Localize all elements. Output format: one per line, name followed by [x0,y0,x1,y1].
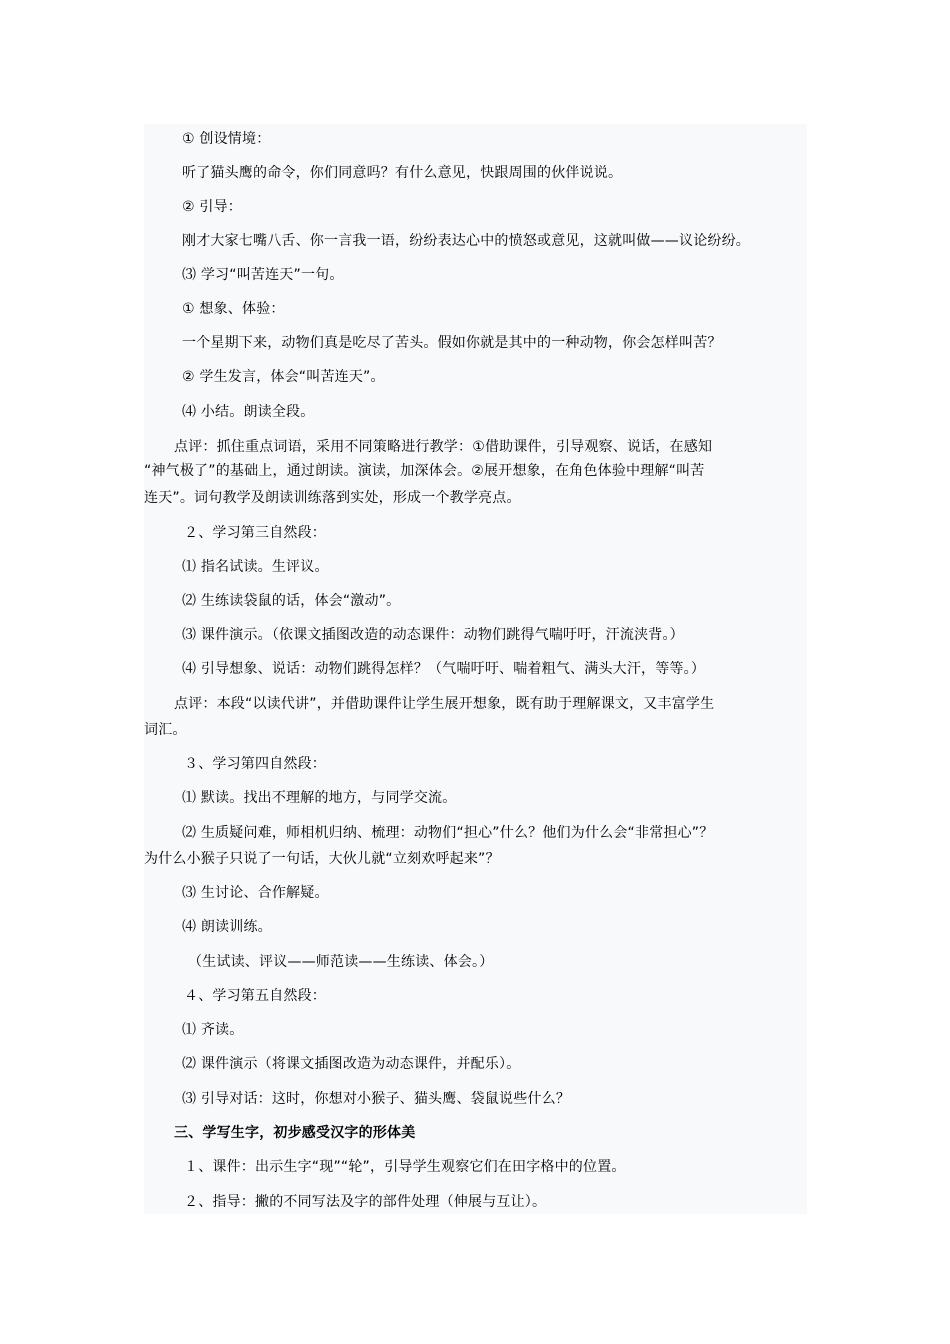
text-line: ２、学习第三自然段： [184,525,326,541]
text-line: ① 想象、体验： [182,301,285,317]
text-line: 连天”。词句教学及朗读训练落到实处，形成一个教学亮点。 [144,490,521,506]
text-line: ⑷ 小结。朗读全段。 [182,404,315,420]
text-line: “神气极了”的基础上，通过朗读。演读，加深体会。②展开想象，在角色体验中理解“叫苦 [144,463,705,479]
text-line: ⑵ 课件演示（将课文插图改造为动态课件，并配乐）。 [182,1056,521,1072]
text-line: ３、学习第四自然段： [184,756,326,772]
document-content-block [144,124,807,1214]
text-line: １、课件：出示生字“现”“轮”，引导学生观察它们在田字格中的位置。 [184,1159,626,1175]
text-line: 听了猫头鹰的命令，你们同意吗？有什么意见，快跟周围的伙伴说说。 [182,165,623,181]
text-line: ⑶ 引导对话：这时，你想对小猴子、猫头鹰、袋鼠说些什么？ [182,1091,571,1107]
text-line: ⑶ 生讨论、合作解疑。 [182,885,329,901]
text-line: ② 引导： [182,199,243,215]
text-line: ⑴ 齐读。 [182,1022,244,1038]
section-heading: 三、学写生字，初步感受汉字的形体美 [174,1125,416,1141]
text-line: ⑶ 课件演示。（依课文插图改造的动态课件：动物们跳得气喘吁吁，汗流浃背。） [182,627,684,643]
text-line: ⑵ 生练读袋鼠的话，体会“激动”。 [182,593,401,609]
text-line: 点评：本段“以读代讲”，并借助课件让学生展开想象，既有助于理解课文，又丰富学生 [174,696,715,712]
text-line: ⑴ 指名试读。生评议。 [182,559,329,575]
text-line: ⑴ 默读。找出不理解的地方，与同学交流。 [182,790,457,806]
text-line: ② 学生发言，体会“叫苦连天”。 [182,369,385,385]
text-line: ⑷ 朗读训练。 [182,919,272,935]
text-line: 词汇。 [144,722,187,738]
text-line: 一个星期下来，动物们真是吃尽了苦头。假如你就是其中的一种动物，你会怎样叫苦？ [182,335,722,351]
text-line: ⑵ 生质疑问难，师相机归纳、梳理：动物们“担心”什么？他们为什么会“非常担心”？ [182,825,714,841]
text-line: ２、指导：撇的不同写法及字的部件处理（伸展与互让）。 [184,1194,547,1210]
text-line: ① 创设情境： [182,131,271,147]
text-line: ⑷ 引导想象、说话：动物们跳得怎样？（气喘吁吁、喘着粗气、满头大汗，等等。） [182,661,706,677]
text-line: 为什么小猴子只说了一句话，大伙儿就“立刻欢呼起来”？ [144,851,500,867]
text-line: 刚才大家七嘴八舌、你一言我一语，纷纷表达心中的愤怒或意见，这就叫做——议论纷纷。 [182,233,750,249]
text-line: 点评：抓住重点词语，采用不同策略进行教学：①借助课件，引导观察、说话，在感知 [174,439,713,455]
text-line: ⑶ 学习“叫苦连天”一句。 [182,267,344,283]
text-line: （生试读、评议——师范读——生练读、体会。） [188,954,494,970]
text-line: ４、学习第五自然段： [184,988,326,1004]
